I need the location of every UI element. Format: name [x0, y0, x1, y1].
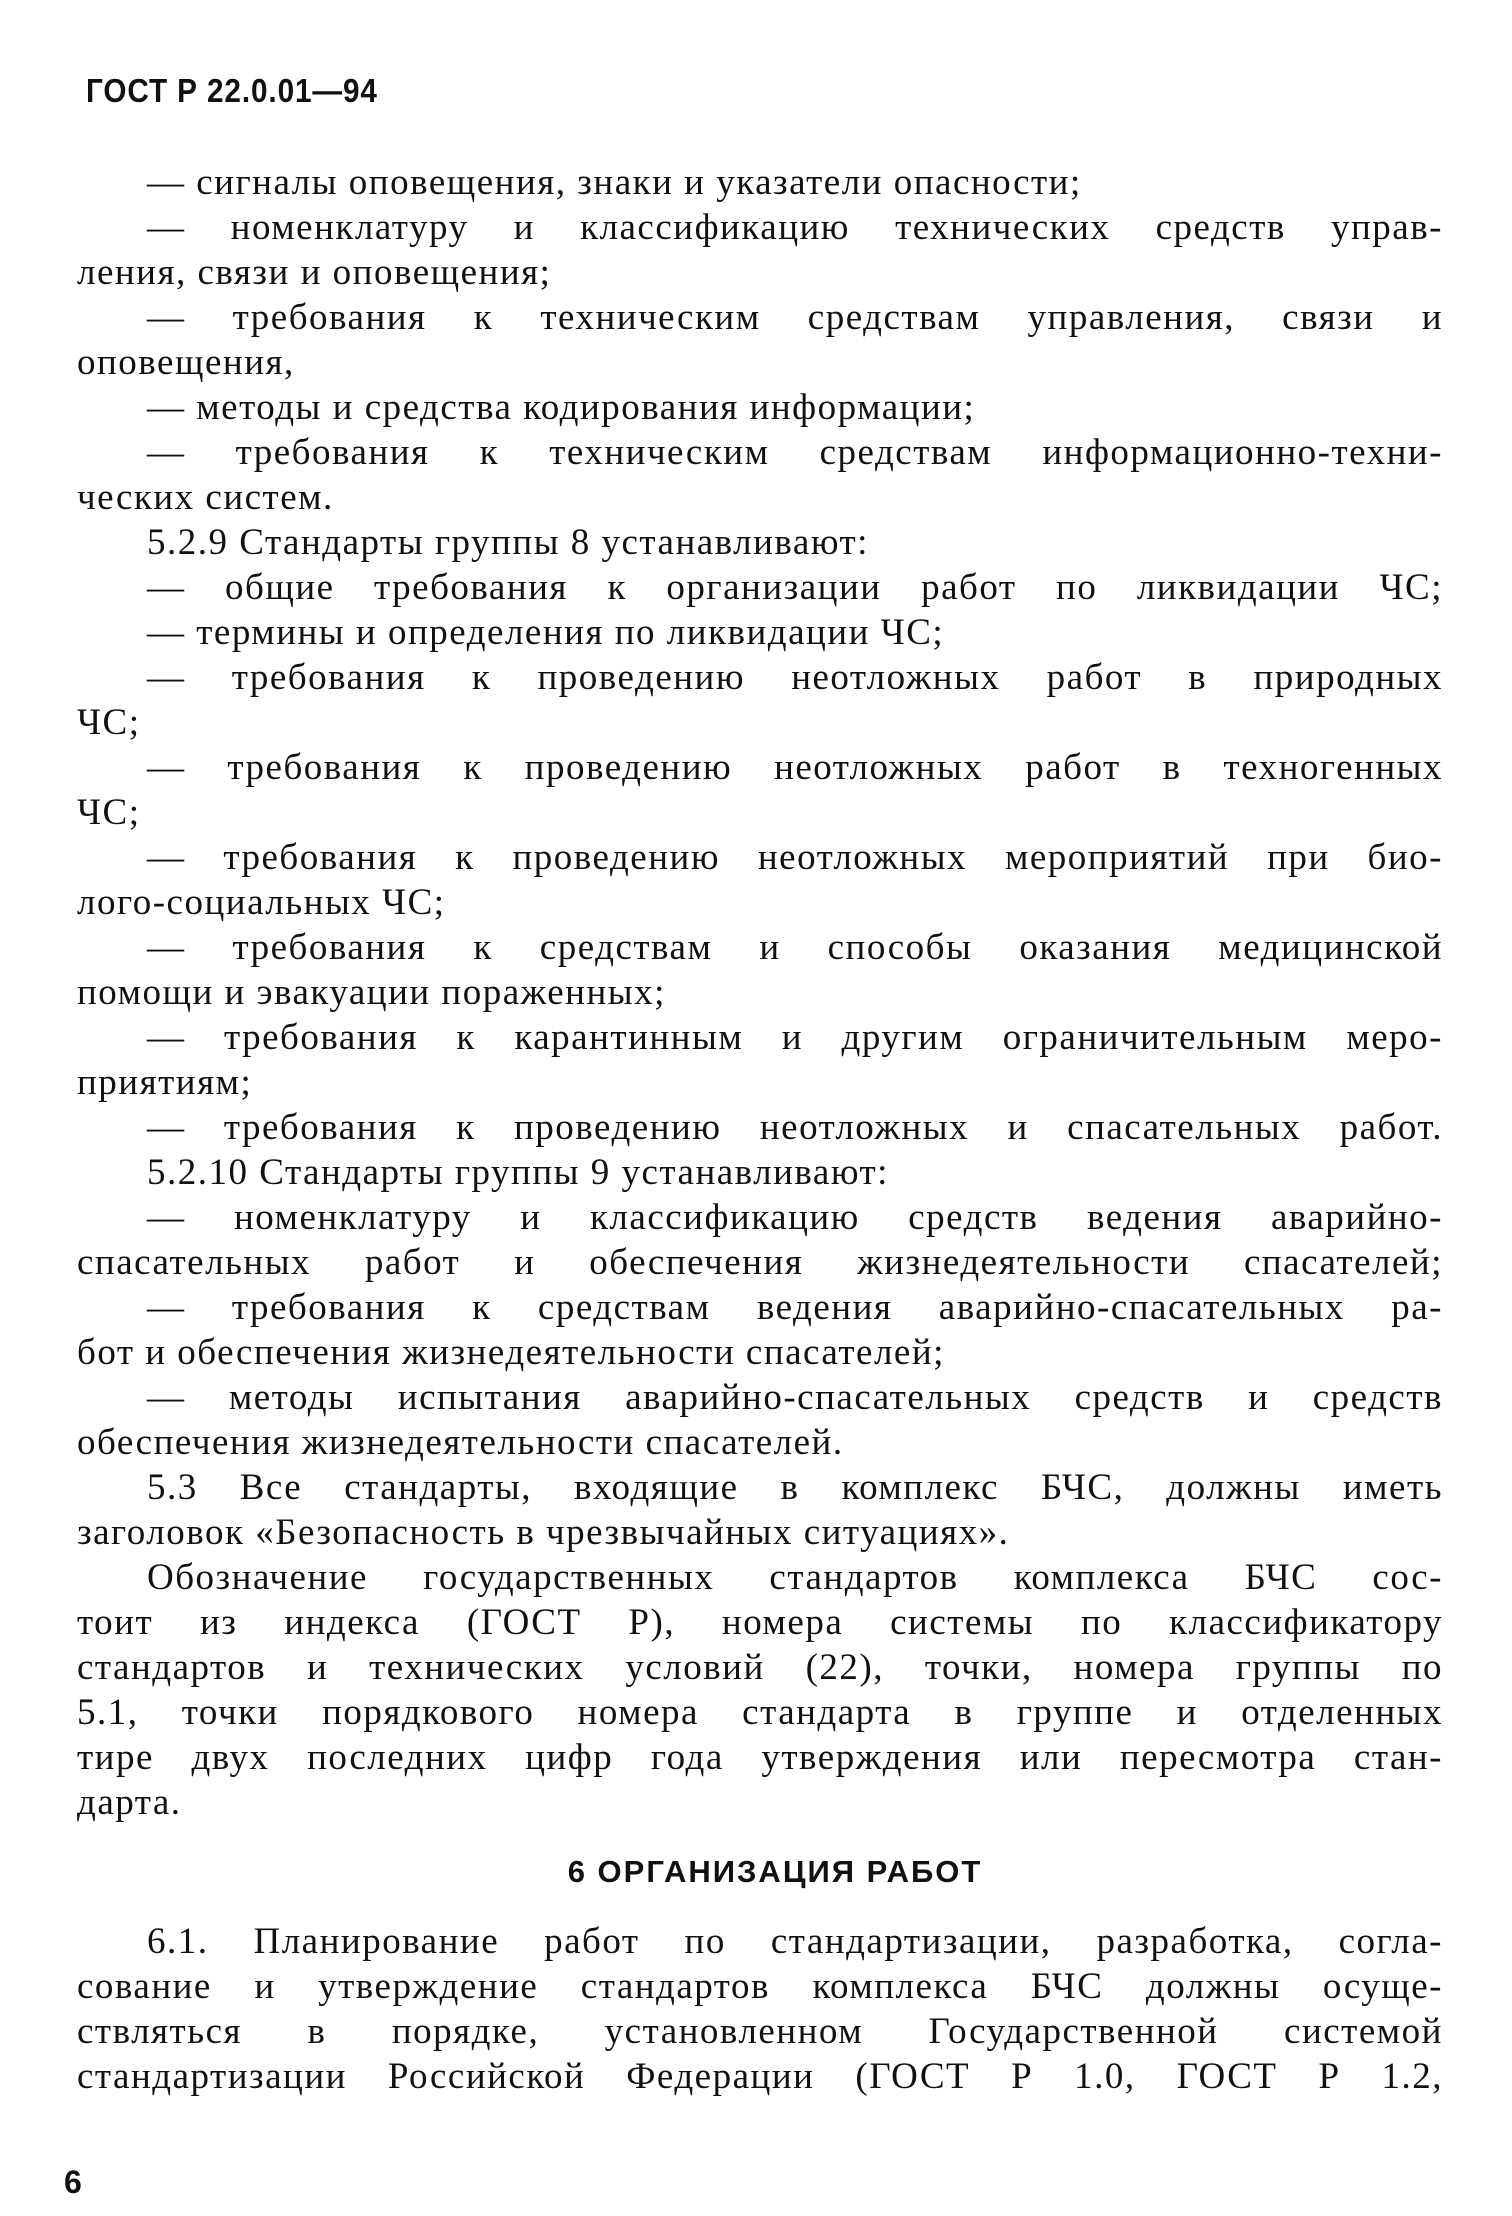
text-line: — требования к средствам и способы оказания медицинской [147, 927, 1443, 968]
text-line: — номенклатуру и классификацию технических средств управ- [147, 207, 1443, 248]
text-line: — требования к проведению неотложных работ в природных [147, 657, 1443, 698]
text-line: стандартизации Российской Федерации (ГОСТ Р 1.0, ГОСТ Р 1.2, [77, 2056, 1443, 2097]
text-line: сование и утверждение стандартов комплекса БЧС должны осуще- [77, 1966, 1443, 2007]
text-line: тоит из индекса (ГОСТ Р), номера системы по классификатору [77, 1602, 1443, 1643]
page-number: 6 [64, 2164, 82, 2200]
page-body [77, 160, 1443, 2099]
text-line: 5.1, точки порядкового номера стандарта в группе и отделенных [77, 1692, 1443, 1733]
text-line: Обозначение государственных стандартов комплекса БЧС сос- [147, 1557, 1443, 1598]
text-line: — номенклатуру и классификацию средств ведения аварийно- [147, 1197, 1443, 1238]
text-line: — требования к проведению неотложных и спасательных работ. [147, 1107, 1443, 1148]
text-line: — методы испытания аварийно-спасательных средств и средств [147, 1377, 1443, 1418]
text-line: — требования к карантинным и другим ограничительным меро- [147, 1017, 1443, 1058]
text-line: ческих систем. [77, 477, 334, 518]
text-line: 5.2.10 Стандарты группы 9 устанавливают: [147, 1152, 889, 1193]
text-line: стандартов и технических условий (22), точки, номера группы по [77, 1647, 1443, 1688]
text-line: — методы и средства кодирования информации; [147, 387, 976, 428]
text-line: тире двух последних цифр года утверждения или пересмотра стан- [77, 1737, 1443, 1778]
text-line: — требования к техническим средствам управления, связи и [147, 297, 1443, 338]
document-header: ГОСТ Р 22.0.01—94 [86, 72, 378, 109]
text-block-section-6 [77, 1919, 1443, 2099]
text-line: дарта. [77, 1782, 182, 1823]
text-line: приятиям; [77, 1062, 253, 1103]
text-line: — термины и определения по ликвидации ЧС; [147, 612, 945, 653]
section-heading: 6 ОРГАНИЗАЦИЯ РАБОТ [567, 1854, 983, 1889]
text-line: ЧС; [77, 792, 141, 833]
text-line: спасательных работ и обеспечения жизнедеятельности спасателей; [77, 1242, 1443, 1283]
text-line: 5.3 Все стандарты, входящие в комплекс БЧС, должны иметь [147, 1467, 1443, 1508]
text-line: — требования к техническим средствам информационно-техни- [147, 432, 1443, 473]
text-line: помощи и эвакуации пораженных; [77, 972, 666, 1013]
text-line: оповещения, [77, 342, 295, 383]
text-line: — требования к проведению неотложных мероприятий при био- [147, 837, 1443, 878]
text-line: ствляться в порядке, установленном Государственной системой [77, 2011, 1443, 2052]
text-line: — требования к средствам ведения аварийно-спасательных ра- [147, 1287, 1443, 1328]
text-line: ления, связи и оповещения; [77, 252, 552, 293]
text-block-section-5 [77, 160, 1443, 1825]
text-line: — общие требования к организации работ по ликвидации ЧС; [147, 567, 1443, 608]
text-line: обеспечения жизнедеятельности спасателей. [77, 1422, 844, 1463]
text-line: лого-социальных ЧС; [77, 882, 446, 923]
text-line: 5.2.9 Стандарты группы 8 устанавливают: [147, 522, 869, 563]
text-line: — сигналы оповещения, знаки и указатели опасности; [147, 162, 1082, 203]
text-line: 6.1. Планирование работ по стандартизации, разработка, согла- [147, 1921, 1443, 1962]
text-line: ЧС; [77, 702, 141, 743]
text-line: бот и обеспечения жизнедеятельности спасателей; [77, 1332, 945, 1373]
text-line: заголовок «Безопасность в чрезвычайных ситуациях». [77, 1512, 1010, 1553]
text-line: — требования к проведению неотложных работ в техногенных [147, 747, 1443, 788]
